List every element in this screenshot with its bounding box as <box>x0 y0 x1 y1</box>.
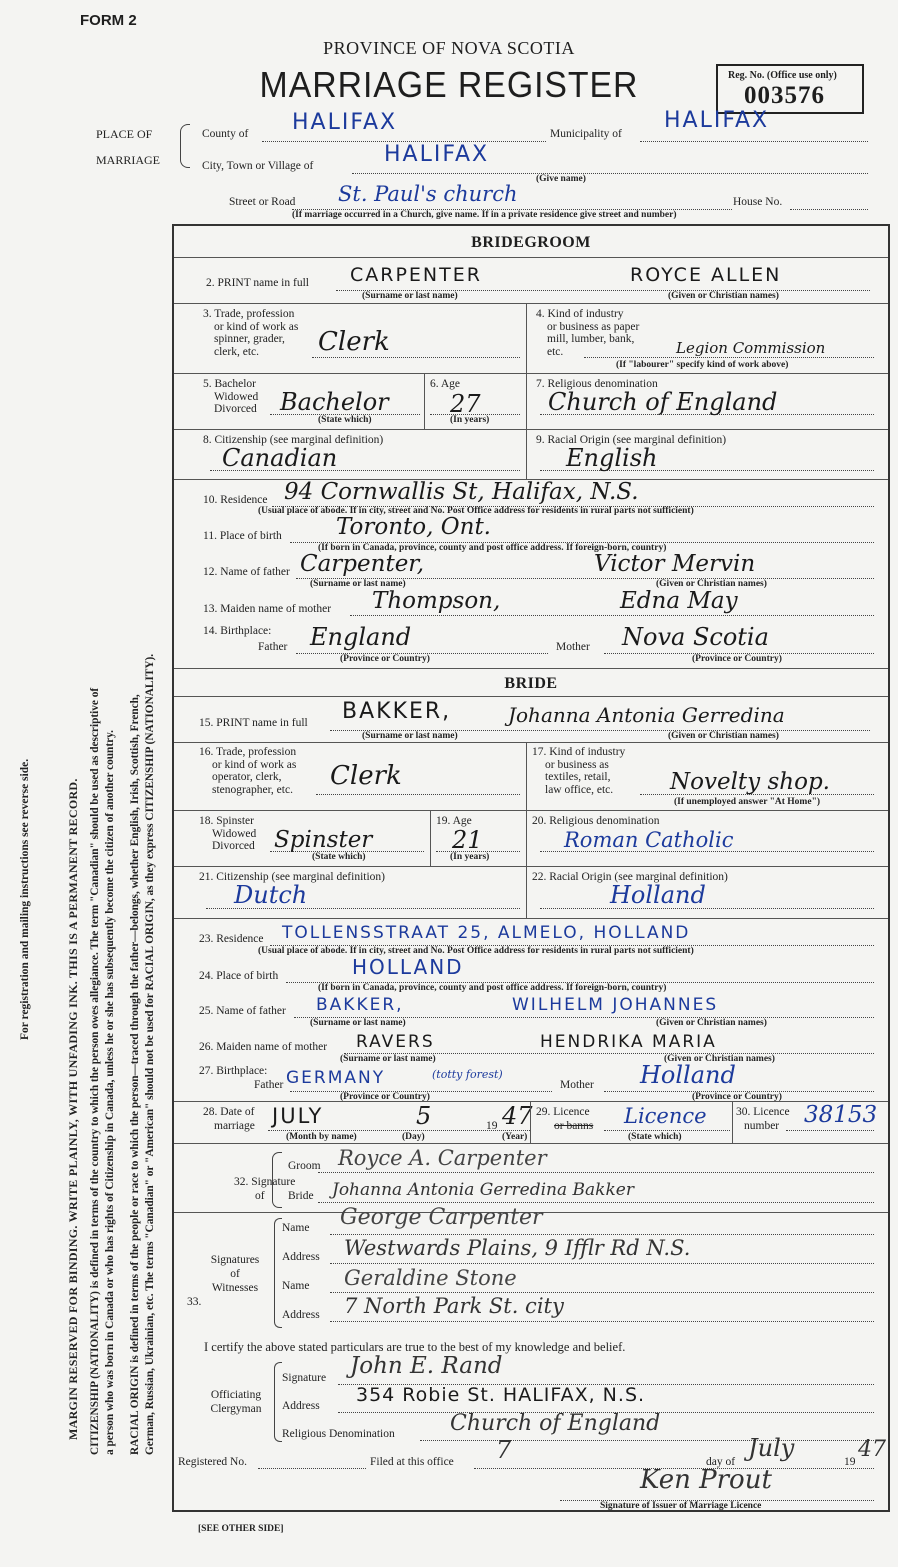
groom-surname-caption: (Surname or last name) <box>362 291 458 301</box>
bride-mother-given: HENDRIKA MARIA <box>540 1032 717 1052</box>
bride-racial: Holland <box>610 881 706 909</box>
w2-name-label: Name <box>282 1280 310 1292</box>
bride-age: 21 <box>452 826 483 854</box>
reg-label: Reg. No. <box>728 70 765 81</box>
marriage-year: 47 <box>502 1102 533 1130</box>
licence-number: 38153 <box>804 1102 878 1128</box>
groom-birth: Toronto, Ont. <box>336 514 491 540</box>
groom-trade: Clerk <box>318 327 390 357</box>
municipality-value: HALIFAX <box>664 108 770 133</box>
province-heading: PROVINCE OF NOVA SCOTIA <box>323 38 575 58</box>
filed-year-prefix: 19 <box>844 1456 856 1468</box>
marriage-year-caption: (Year) <box>502 1132 528 1142</box>
bride-religion: Roman Catholic <box>564 828 734 852</box>
groom-status-l1: 5. Bachelor <box>203 378 257 390</box>
groom-signature: Royce A. Carpenter <box>338 1146 547 1170</box>
marriage-year-prefix: 19 <box>486 1120 498 1132</box>
bride-father-birthplace: GERMANY <box>286 1068 386 1088</box>
bride-residence-caption: (Usual place of abode. If in city, street and No. Post Office address for residents in rural parts not sufficient) <box>258 946 694 956</box>
bride-father-label: 25. Name of father <box>199 1005 286 1017</box>
sig-bracket <box>272 1152 282 1208</box>
place-heading-1: PLACE OF <box>96 127 153 141</box>
groom-age-label: 6. Age <box>430 378 461 390</box>
bride-industry-caption: (If unemployed answer "At Home") <box>674 797 821 807</box>
house-label: House No. <box>733 196 783 208</box>
bride-industry-l2: or business as <box>545 758 609 771</box>
bride-status-l3: Divorced <box>212 840 255 853</box>
marriage-day-caption: (Day) <box>402 1132 425 1142</box>
groom-birthplace-father-label: Father <box>258 641 288 653</box>
groom-religion-label: 7. Religious denomination <box>536 378 658 390</box>
bride-sig-label: Bride <box>288 1190 314 1202</box>
bride-residence-label: 23. Residence <box>199 933 264 945</box>
municipality-label: Municipality of <box>550 128 622 140</box>
groom-residence: 94 Cornwallis St, Halifax, N.S. <box>284 479 639 505</box>
county-label: County of <box>202 128 249 140</box>
city-value: HALIFAX <box>384 142 490 167</box>
bride-mother-surname: RAVERS <box>356 1032 435 1052</box>
groom-father-birthplace: England <box>310 623 412 651</box>
w2-name: Geraldine Stone <box>344 1266 517 1290</box>
witness-label-l2: of <box>230 1268 240 1280</box>
groom-surname: CARPENTER <box>350 264 482 286</box>
bride-birth: HOLLAND <box>352 955 464 979</box>
bride-father-given-caption: (Given or Christian names) <box>656 1018 767 1028</box>
bride-birth-caption: (If born in Canada, province, county and post office address. If foreign-born, country) <box>318 983 667 993</box>
bride-citizenship-label: 21. Citizenship (see marginal definition) <box>199 871 385 883</box>
sig-label-l2: of <box>255 1190 265 1202</box>
bride-racial-label: 22. Racial Origin (see marginal definition) <box>532 871 728 883</box>
bridegroom-heading: BRIDEGROOM <box>471 234 591 251</box>
groom-bp-mother-caption: (Province or Country) <box>692 654 782 664</box>
groom-industry-l3: mill, lumber, bank, <box>547 333 635 346</box>
bride-signature: Johanna Antonia Gerredina Bakker <box>332 1180 634 1200</box>
groom-age-caption: (In years) <box>450 415 490 425</box>
place-bracket <box>180 124 190 168</box>
groom-father-label: 12. Name of father <box>203 566 290 578</box>
bride-trade: Clerk <box>330 761 402 791</box>
bride-age-caption: (In years) <box>450 852 490 862</box>
bride-trade-l2: or kind of work as <box>212 758 297 771</box>
marriage-day: 5 <box>416 1102 432 1130</box>
groom-mother-label: 13. Maiden name of mother <box>203 603 332 615</box>
groom-father-surname-caption: (Surname or last name) <box>310 579 406 589</box>
groom-citizenship: Canadian <box>222 444 338 472</box>
county-value: HALIFAX <box>292 110 398 135</box>
w1-address: Westwards Plains, 9 Ifflr Rd N.S. <box>344 1236 691 1260</box>
bride-bp-father-caption: (Province or Country) <box>340 1092 430 1102</box>
bride-status-l1: 18. Spinster <box>199 815 254 827</box>
bride-father-given: WILHELM JOHANNES <box>512 995 719 1015</box>
witness-number: 33. <box>187 1296 202 1308</box>
bride-bp-mother-caption: (Province or Country) <box>692 1092 782 1102</box>
reg-number: 003576 <box>744 82 825 109</box>
bride-given-caption: (Given or Christian names) <box>668 731 779 741</box>
clergy-signature: John E. Rand <box>350 1353 503 1379</box>
groom-birth-label: 11. Place of birth <box>203 530 282 542</box>
bride-heading: BRIDE <box>504 675 558 692</box>
certification-text: I certify the above stated particulars are true to the best of my knowledge and belief. <box>204 1340 626 1354</box>
bride-father-birthplace-note: (totty forest) <box>432 1068 503 1081</box>
w1-address-label: Address <box>282 1251 320 1263</box>
margin-note-1: For registration and mailing instructions see reverse side. <box>19 758 31 1040</box>
bride-industry: Novelty shop. <box>670 769 830 795</box>
bride-birthplace-father-label: Father <box>254 1079 284 1091</box>
place-heading-2: MARRIAGE <box>96 153 161 167</box>
groom-religion: Church of England <box>548 388 778 416</box>
groom-mother-surname: Thompson, <box>372 588 501 614</box>
bride-mother-given-caption: (Given or Christian names) <box>664 1054 775 1064</box>
groom-status-l2: Widowed <box>214 390 259 403</box>
groom-status-caption: (State which) <box>318 415 372 425</box>
bride-citizenship: Dutch <box>234 881 308 909</box>
groom-industry: Legion Commission <box>676 339 826 357</box>
groom-trade-l2: or kind of work as <box>214 320 299 333</box>
bride-father-surname: BAKKER, <box>316 995 404 1015</box>
groom-name-label: 2. PRINT name in full <box>206 277 309 289</box>
clergy-denomination: Church of England <box>450 1411 661 1436</box>
witness-label-l3: Witnesses <box>211 1282 259 1294</box>
groom-status: Bachelor <box>280 388 389 416</box>
form-number: FORM 2 <box>80 12 137 29</box>
clergy-denomination-label: Religious Denomination <box>282 1428 395 1440</box>
groom-industry-l4: etc. <box>547 345 564 358</box>
bride-status-caption: (State which) <box>312 852 366 862</box>
clergy-sig-label: Signature <box>282 1372 327 1384</box>
registration-number-box <box>716 64 864 114</box>
filed-year: 47 <box>858 1437 886 1462</box>
groom-father-surname: Carpenter, <box>300 551 425 577</box>
clergy-label-l1: Officiating <box>210 1389 262 1401</box>
witness-bracket <box>274 1218 282 1328</box>
groom-sig-label: Groom <box>288 1160 321 1172</box>
licence-number-label: 30. Licence <box>736 1106 790 1118</box>
issuer-signature: Ken Prout <box>640 1465 772 1495</box>
w2-address: 7 North Park St. city <box>344 1294 564 1318</box>
filed-day: 7 <box>496 1436 512 1464</box>
bride-given: Johanna Antonia Gerredina <box>508 703 785 727</box>
filed-label: Filed at this office <box>370 1456 454 1468</box>
groom-age: 27 <box>450 390 481 418</box>
licence-type-caption: (State which) <box>628 1132 682 1142</box>
groom-racial: English <box>566 444 658 472</box>
groom-birthplace-label: 14. Birthplace: <box>203 625 272 637</box>
groom-trade-l1: 3. Trade, profession <box>203 308 295 320</box>
witness-label-l1: Signatures <box>210 1254 260 1266</box>
groom-status-l3: Divorced <box>214 403 257 416</box>
clergy-bracket <box>274 1362 282 1442</box>
filed-month: July <box>748 1434 795 1462</box>
give-name-caption: (Give name) <box>536 174 586 184</box>
groom-industry-caption: (If "labourer" specify kind of work above) <box>616 360 789 370</box>
bride-residence: TOLLENSSTRAAT 25, ALMELO, HOLLAND <box>282 923 691 943</box>
groom-industry-l2: or business as paper <box>547 320 640 333</box>
groom-residence-caption: (Usual place of abode. If in city, street and No. Post Office address for residents in rural parts not sufficient) <box>258 506 694 516</box>
margin-note-3: CITIZENSHIP (NATIONALITY) is defined in terms of the country to which the person owes allegiance. The term "Canadian" should be used as descriptive of <box>89 687 101 1455</box>
bride-surname-caption: (Surname or last name) <box>362 731 458 741</box>
groom-father-given: Victor Mervin <box>594 551 756 577</box>
marriage-date-l2: marriage <box>214 1120 255 1132</box>
marriage-date-l1: 28. Date of <box>203 1106 255 1118</box>
groom-birth-caption: (If born in Canada, province, county and post office address. If foreign-born, country) <box>318 543 667 553</box>
w1-name-label: Name <box>282 1222 310 1234</box>
marriage-month: JULY <box>272 1104 324 1128</box>
clergy-address-label: Address <box>282 1400 320 1412</box>
w2-address-label: Address <box>282 1309 320 1321</box>
bride-name-label: 15. PRINT name in full <box>199 717 308 729</box>
bride-religion-label: 20. Religious denomination <box>532 815 660 827</box>
groom-residence-label: 10. Residence <box>203 494 268 506</box>
groom-bp-father-caption: (Province or Country) <box>340 654 430 664</box>
issuer-caption: Signature of Issuer of Marriage Licence <box>600 1501 762 1511</box>
groom-industry-l1: 4. Kind of industry <box>536 308 624 320</box>
banns-label: or banns <box>554 1120 594 1132</box>
margin-note-2: MARGIN RESERVED FOR BINDING. WRITE PLAINLY, WITH UNFADING INK. THIS IS A PERMANENT RECORD. <box>66 778 80 1440</box>
groom-mother-birthplace: Nova Scotia <box>622 623 769 651</box>
reg-office-note: (Office use only) <box>766 70 837 81</box>
bride-status-l2: Widowed <box>212 827 257 840</box>
bride-father-surname-caption: (Surname or last name) <box>310 1018 406 1028</box>
bride-industry-l1: 17. Kind of industry <box>532 746 626 758</box>
bride-mother-birthplace: Holland <box>640 1061 736 1089</box>
bride-surname: BAKKER, <box>342 699 452 724</box>
see-other-side: [SEE OTHER SIDE] <box>198 1524 284 1534</box>
bride-trade-l3: operator, clerk, <box>212 771 282 784</box>
bride-mother-label: 26. Maiden name of mother <box>199 1041 328 1053</box>
sig-label-l1: 32. Signature <box>234 1176 296 1188</box>
margin-note-5: RACIAL ORIGIN is defined in terms of the people or race to which the person—traced through the father—belongs, whether English, Irish, Scottish, French, <box>129 694 141 1455</box>
bride-status: Spinster <box>274 827 373 853</box>
city-label: City, Town or Village of <box>202 160 314 172</box>
groom-racial-label: 9. Racial Origin (see marginal definition) <box>536 434 727 446</box>
bride-birthplace-label: 27. Birthplace: <box>199 1065 268 1077</box>
marriage-month-caption: (Month by name) <box>286 1132 357 1142</box>
margin-note-6: German, Russian, Ukrainian, etc. The terms "Canadian" or "American" should not be used for RACIAL ORIGIN, as they express CITIZENSHIP (NATIONALITY). <box>144 653 156 1455</box>
licence-label: 29. Licence <box>536 1106 590 1118</box>
page-title: MARRIAGE REGISTER <box>259 64 639 105</box>
bride-age-label: 19. Age <box>436 815 472 827</box>
licence-type: Licence <box>624 1104 707 1128</box>
groom-mother-given: Edna May <box>620 588 738 614</box>
bride-mother-surname-caption: (Surname or last name) <box>340 1054 436 1064</box>
groom-father-given-caption: (Given or Christian names) <box>656 579 767 589</box>
street-label: Street or Road <box>229 196 296 208</box>
groom-citizenship-label: 8. Citizenship (see marginal definition) <box>203 434 384 446</box>
bride-birthplace-mother-label: Mother <box>560 1079 594 1091</box>
groom-trade-l3: spinner, grader, <box>214 333 285 346</box>
bride-industry-l4: law office, etc. <box>545 783 614 796</box>
clergy-address: 354 Robie St. HALIFAX, N.S. <box>356 1384 646 1406</box>
groom-trade-l4: clerk, etc. <box>214 345 260 358</box>
w1-name: George Carpenter <box>340 1205 543 1230</box>
margin-note-4: a person who was born in Canada or who has rights of Citizenship in Canada, unless he or she has subsequently become the citizen of another country. <box>104 730 116 1455</box>
bride-trade-l4: stenographer, etc. <box>212 783 293 796</box>
licence-number-l2: number <box>744 1120 780 1132</box>
day-of-label: day of <box>706 1456 736 1468</box>
street-value: St. Paul's church <box>338 182 518 206</box>
groom-birthplace-mother-label: Mother <box>556 641 590 653</box>
street-note: (If marriage occurred in a Church, give name. If in a private residence give street and number) <box>292 210 677 220</box>
bride-trade-l1: 16. Trade, profession <box>199 746 297 758</box>
bride-birth-label: 24. Place of birth <box>199 970 279 982</box>
groom-given-caption: (Given or Christian names) <box>668 291 779 301</box>
registered-no-label: Registered No. <box>178 1456 247 1468</box>
bride-industry-l3: textiles, retail, <box>545 771 611 784</box>
clergy-label-l2: Clergyman <box>210 1403 262 1415</box>
groom-given: ROYCE ALLEN <box>630 264 782 286</box>
